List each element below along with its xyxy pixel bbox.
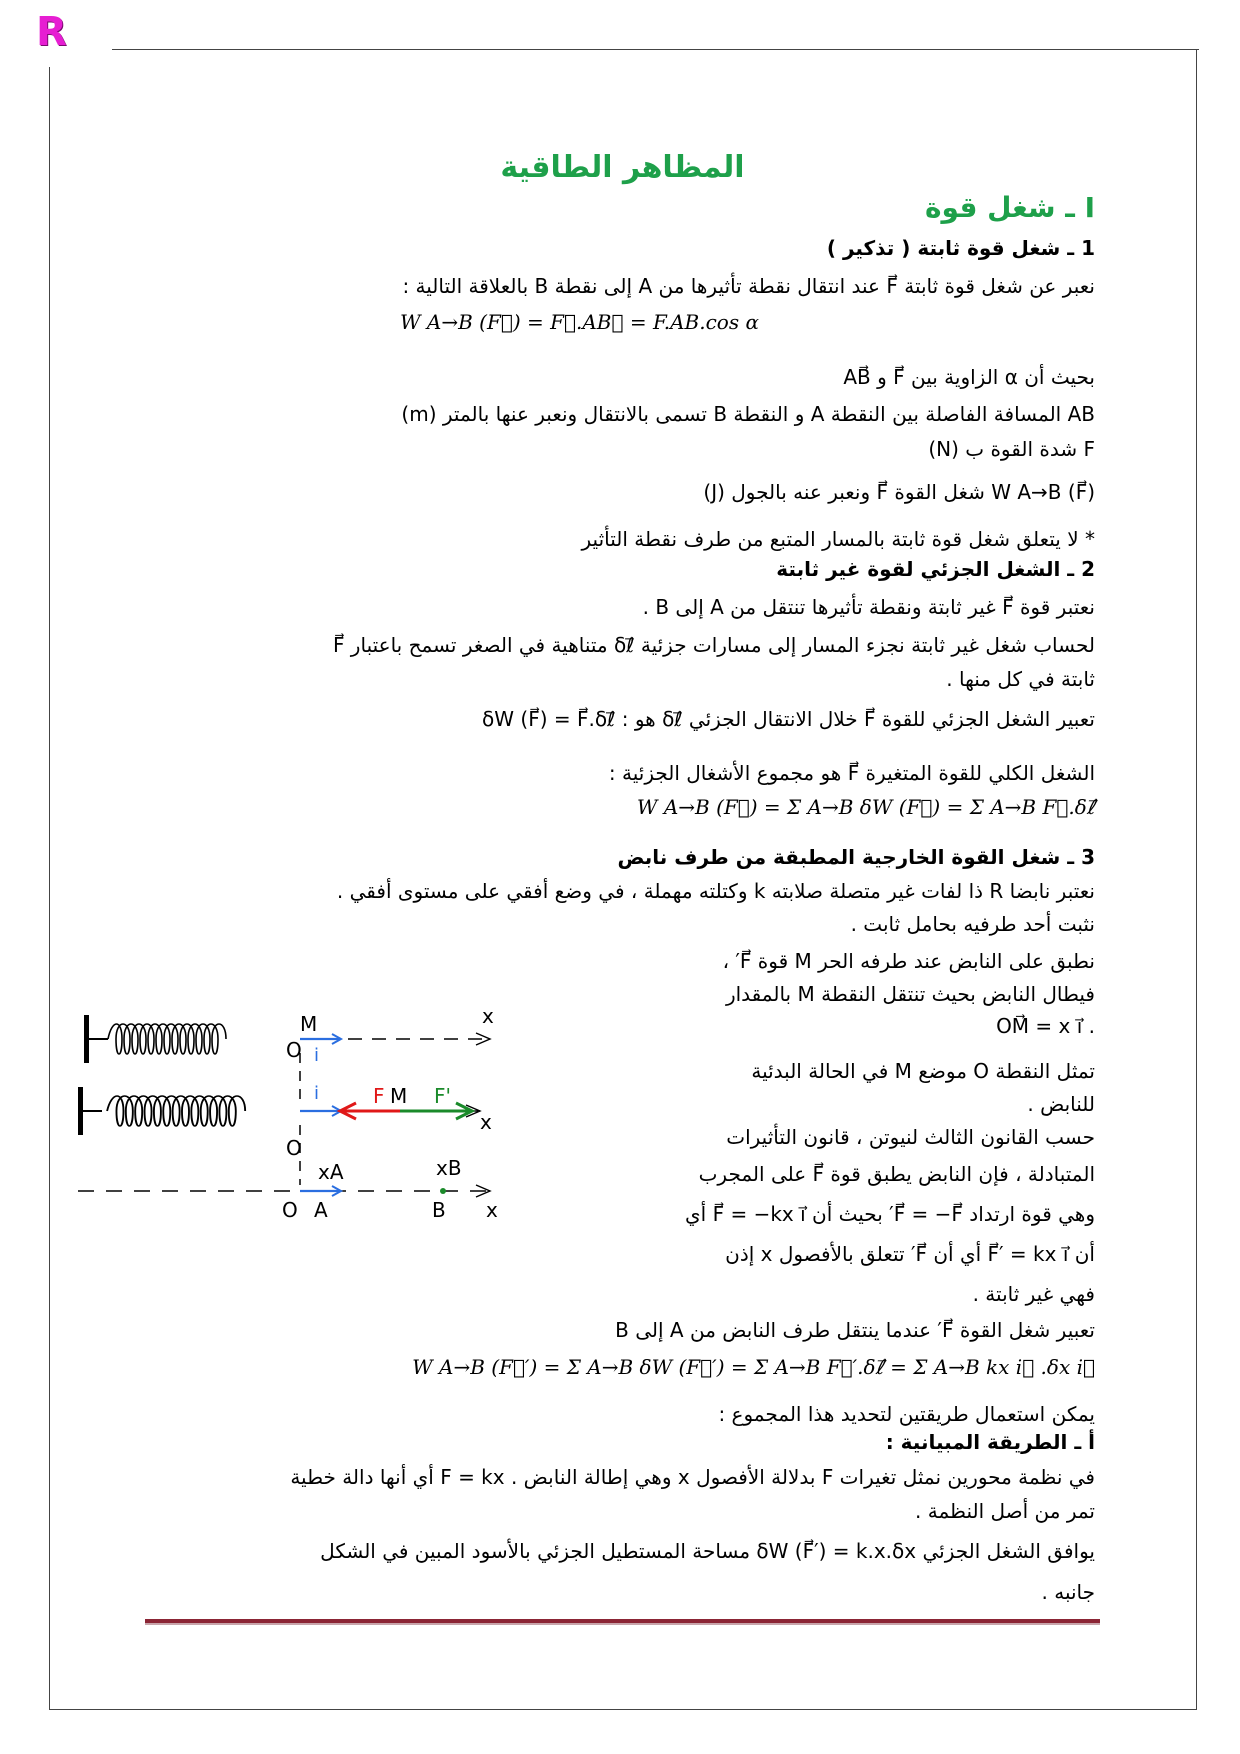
paragraph: W A→B (F⃗) شغل القوة F⃗ ونعبر عنه بالجول (J) bbox=[703, 480, 1095, 504]
label-x: x bbox=[486, 1198, 498, 1222]
spring-coil bbox=[108, 1024, 226, 1054]
subsection-heading: 1 ـ شغل قوة ثابتة ( تذكير ) bbox=[826, 236, 1095, 260]
spring-coil-stretched bbox=[107, 1096, 245, 1126]
label-o: O bbox=[282, 1198, 298, 1222]
label-a: A bbox=[314, 1198, 328, 1222]
paragraph: ثابتة في كل منها . bbox=[946, 667, 1095, 691]
label-o: O bbox=[286, 1136, 302, 1160]
paragraph: تمثل النقطة O موضع M في الحالة البدئية bbox=[751, 1059, 1095, 1083]
formula-work-constant: W A→B (F⃗) = F⃗.AB⃗ = F.AB.cos α bbox=[400, 310, 759, 334]
paragraph: للنابض . bbox=[1027, 1092, 1095, 1116]
paragraph: الشغل الكلي للقوة المتغيرة F⃗ هو مجموع الأشغال الجزئية : bbox=[608, 761, 1095, 785]
paragraph: F شدة القوة ب (N) bbox=[928, 437, 1095, 461]
paragraph: نثبت أحد طرفيه بحامل ثابت . bbox=[850, 912, 1095, 936]
paragraph: نطبق على النابض عند طرفه الحر M قوة F⃗′ ، bbox=[722, 949, 1095, 973]
footer-rule bbox=[145, 1619, 1100, 1625]
paragraph: جانبه . bbox=[1041, 1580, 1095, 1604]
subsection-heading: أ ـ الطريقة المبيانية : bbox=[885, 1430, 1095, 1454]
paragraph: تعبير الشغل الجزئي للقوة F⃗ خلال الانتقال الجزئي δℓ⃗ هو : δW (F⃗) = F⃗.δℓ⃗ bbox=[482, 707, 1095, 731]
paragraph: تمر من أصل النظمة . bbox=[915, 1499, 1095, 1523]
label-m: M bbox=[390, 1084, 408, 1108]
paragraph: المتبادلة ، فإن النابض يطبق قوة F⃗ على المجرب bbox=[698, 1162, 1095, 1186]
paragraph: فهي غير ثابتة . bbox=[972, 1282, 1095, 1306]
paragraph: AB المسافة الفاصلة بين النقطة A و النقطة B تسمى بالانتقال ونعبر عنها بالمتر (m) bbox=[401, 402, 1095, 426]
label-f: F bbox=[373, 1084, 385, 1108]
paragraph: نعتبر قوة F⃗ غير ثابتة ونقطة تأثيرها تنتقل من A إلى B . bbox=[642, 595, 1095, 619]
point-b bbox=[440, 1188, 446, 1194]
paragraph: يوافق الشغل الجزئي δW (F⃗′) = k.x.δx مساحة المستطيل الجزئي بالأسود المبين في الشكل bbox=[320, 1539, 1095, 1563]
paragraph: حسب القانون الثالث لنيوتن ، قانون التأثيرات bbox=[726, 1125, 1095, 1149]
label-i: i bbox=[314, 1045, 320, 1066]
frame-right-line bbox=[1196, 49, 1197, 1709]
label-xb: xB bbox=[436, 1156, 462, 1180]
paragraph: فيطال النابض بحيث تنتقل النقطة M بالمقدار bbox=[725, 982, 1095, 1006]
logo: R bbox=[36, 9, 67, 55]
label-x: x bbox=[482, 1004, 494, 1028]
frame-top-line bbox=[112, 49, 1199, 50]
frame-bottom-line bbox=[49, 1709, 1197, 1710]
paragraph: في نظمة محورين نمثل تغيرات F بدلالة الأفصول x وهي إطالة النابض . F = kx أي أنها دالة خطية bbox=[290, 1465, 1095, 1489]
label-b: B bbox=[432, 1198, 446, 1222]
paragraph: أن F⃗′ = kx i⃗ أي أن F⃗′ تتعلق بالأفصول x إذن bbox=[725, 1242, 1095, 1266]
label-m: M bbox=[300, 1012, 318, 1036]
label-i: i bbox=[314, 1083, 320, 1104]
formula-spring-work: W A→B (F⃗′) = Σ A→B δW (F⃗′) = Σ A→B F⃗′.δℓ⃗ = Σ A→B kx i⃗ .δx i⃗ bbox=[412, 1355, 1095, 1379]
frame-left-line bbox=[49, 67, 50, 1709]
page-title: المظاهر الطاقية bbox=[500, 150, 745, 185]
paragraph: وهي قوة ارتداد F⃗ = −F⃗′ بحيث أن F⃗ = −kx i⃗ أي bbox=[685, 1202, 1095, 1226]
spring-diagram bbox=[78, 995, 578, 1265]
subsection-heading: 3 ـ شغل القوة الخارجية المطبقة من طرف نابض bbox=[617, 845, 1095, 869]
formula-total-work: W A→B (F⃗) = Σ A→B δW (F⃗) = Σ A→B F⃗.δℓ⃗ bbox=[636, 795, 1095, 819]
paragraph: بحيث أن α الزاوية بين F⃗ و AB⃗ bbox=[843, 365, 1095, 389]
label-x: x bbox=[480, 1110, 492, 1134]
paragraph: تعبير شغل القوة F⃗′ عندما ينتقل طرف النابض من A إلى B bbox=[615, 1318, 1095, 1342]
paragraph: نعبر عن شغل قوة ثابتة F⃗ عند انتقال نقطة تأثيرها من A إلى نقطة B بالعلاقة التالية : bbox=[402, 274, 1095, 298]
label-o: O bbox=[286, 1038, 302, 1062]
paragraph: لحساب شغل غير ثابتة نجزء المسار إلى مسارات جزئية δℓ⃗ متناهية في الصغر تسمح باعتبار F⃗ bbox=[332, 633, 1095, 657]
formula-om: OM⃗ = x i⃗ . bbox=[996, 1014, 1095, 1038]
label-f-prime: F' bbox=[434, 1084, 452, 1108]
paragraph: نعتبر نابضا R ذا لفات غير متصلة صلابته k وكتلته مهملة ، في وضع أفقي على مستوى أفقي . bbox=[336, 879, 1095, 903]
label-xa: xA bbox=[318, 1160, 344, 1184]
wall-support bbox=[84, 1015, 89, 1063]
paragraph: يمكن استعمال طريقتين لتحديد هذا المجموع : bbox=[718, 1402, 1095, 1426]
section-heading: I ـ شغل قوة bbox=[925, 191, 1095, 224]
paragraph: * لا يتعلق شغل قوة ثابتة بالمسار المتبع من طرف نقطة التأثير bbox=[581, 527, 1095, 551]
subsection-heading: 2 ـ الشغل الجزئي لقوة غير ثابتة bbox=[776, 557, 1095, 581]
wall-support bbox=[78, 1087, 83, 1135]
